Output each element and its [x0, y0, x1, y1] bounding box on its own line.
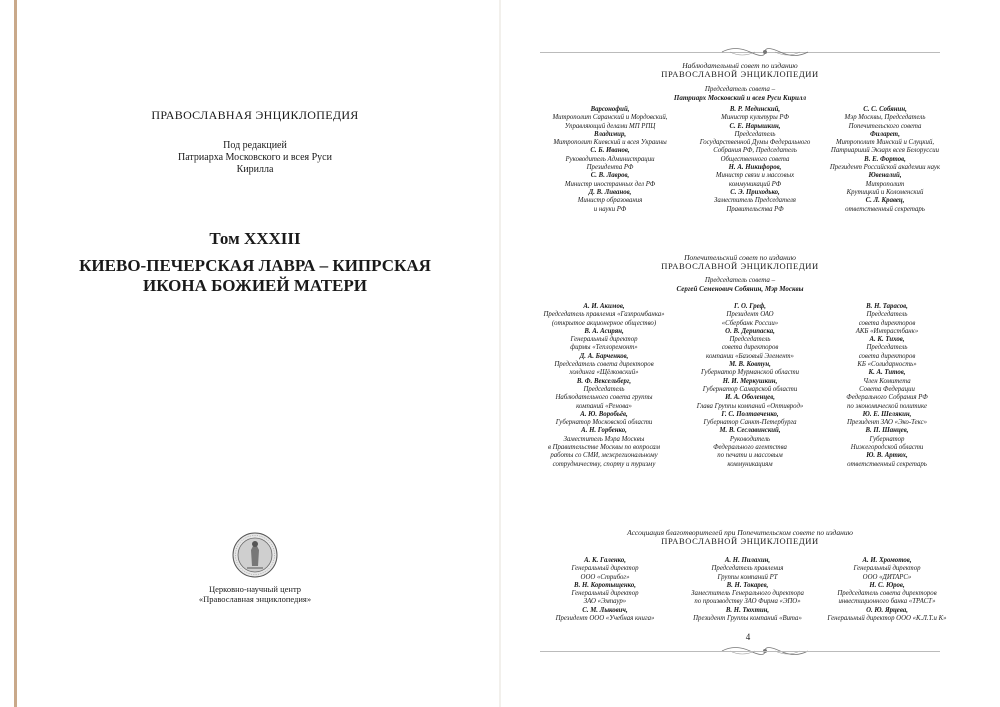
member-name: В. Ф. Вексельберг,: [576, 377, 632, 385]
member-role-line: ООО «ДИТАРС»: [862, 573, 912, 581]
member-role-line: Заместитель Мэра Москвы: [563, 435, 645, 443]
publisher-block: [130, 584, 380, 604]
member-name: В. Н. Токарев,: [726, 581, 769, 589]
member-role-line: совета директоров: [858, 352, 916, 360]
member-role-line: Группы компаний РТ: [717, 573, 778, 581]
member-name: С. С. Собянин,: [863, 106, 907, 113]
supervisory-chair-label: Председатель совета –: [704, 85, 776, 93]
member-name: В. Н. Коротыщенко,: [574, 581, 636, 589]
member-role-line: по экономической политике: [847, 402, 927, 410]
member-role-line: Председатель: [866, 344, 908, 352]
member-role-line: холдинга «Щёлковский»: [569, 369, 639, 377]
member-role-line: коммуникаций РФ: [728, 180, 782, 188]
member-role-line: инвестиционного банка «ТРАСТ»: [838, 598, 936, 606]
member-role-line: (открытое акционерное общество): [551, 319, 657, 327]
supervisory-chair-name: Патриарх Московский и всея Руси Кирилл: [673, 94, 807, 102]
member-role-line: Председатель: [729, 336, 771, 344]
association-heading-name: ПРАВОСЛАВНОЙ ЭНЦИКЛОПЕДИИ: [661, 536, 819, 546]
association-col-1: [535, 557, 675, 623]
member-name: О. В. Дерипаска,: [725, 327, 775, 335]
member-name: Ю. В. Артюх,: [866, 452, 908, 460]
member-role-line: Председатель правления: [711, 565, 784, 573]
member-role-line: Собрания РФ, Председатель: [713, 147, 797, 155]
association-col-3: [812, 557, 962, 623]
member-role-line: Председатель совета директоров: [837, 590, 937, 598]
member-role-line: Генеральный директор: [853, 565, 921, 573]
member-name: В. Р. Мединский,: [729, 106, 781, 113]
supervisory-heading-text: Наблюдательный совет по изданию: [682, 61, 798, 70]
editor-block: [130, 140, 380, 176]
supervisory-col-3: [810, 106, 960, 214]
member-role-line: Министр связи и массовых: [715, 172, 795, 180]
trustees-chair-label: Председатель совета –: [704, 276, 776, 284]
publisher-seal-icon: [232, 532, 278, 578]
trustees-col-1: [528, 303, 680, 469]
member-name: Ю. Е. Шелякин,: [862, 410, 912, 418]
member-role-line: ООО «Стрибог»: [580, 573, 630, 581]
member-name: А. И. Хромотов,: [862, 557, 912, 564]
member-role-line: КБ «Солидарность»: [857, 361, 917, 369]
title-line: ИКОНА БОЖИЕЙ МАТЕРИ: [143, 276, 367, 295]
member-name: А. К. Галенко,: [584, 557, 626, 564]
member-role-line: Патриарший Экзарх всея Белоруссии: [830, 147, 940, 155]
member-role-line: Наблюдательного совета группы: [555, 394, 653, 402]
member-name: С. М. Лыкович,: [582, 606, 628, 614]
member-name: Г. О. Греф,: [733, 303, 767, 310]
member-role-line: Председатель: [734, 130, 776, 138]
member-name: С. Л. Кравец,: [865, 197, 905, 205]
member-role-line: Президента РФ: [586, 164, 634, 172]
member-name: В. П. Шанцев,: [865, 427, 909, 435]
member-name: Д. В. Ливанов,: [588, 188, 632, 196]
member-name: В. А. Асирян,: [584, 327, 624, 335]
page-edge-stripe: [14, 0, 17, 707]
supervisory-heading-name: ПРАВОСЛАВНОЙ ЭНЦИКЛОПЕДИИ: [661, 69, 819, 79]
editor-line: Патриарха Московского и всея Руси: [178, 152, 332, 163]
member-name: Варсонофий,: [590, 106, 630, 113]
member-name: Г. С. Полтавченко,: [721, 410, 779, 418]
member-name: Н. И. Меркушкин,: [722, 377, 778, 385]
member-role-line: Общественного совета: [720, 155, 790, 163]
editor-line: Кирилла: [236, 164, 274, 175]
member-role-line: Президент ОАО: [726, 311, 774, 319]
member-name: Ювеналий,: [868, 172, 902, 180]
association-heading-text: Ассоциация благотворителей при Попечительском совете по изданию: [627, 528, 853, 537]
member-name: Д. А. Барченков,: [579, 352, 629, 360]
supervisory-col-1: [540, 106, 680, 214]
member-role-line: Генеральный директор: [571, 565, 639, 573]
member-role-line: Президент Российской академии наук: [829, 164, 941, 172]
supervisory-chair: [600, 85, 880, 103]
title-line: КИЕВО-ПЕЧЕРСКАЯ ЛАВРА – КИПРСКАЯ: [79, 256, 431, 275]
member-role-line: ЗАО «Эмпаур»: [583, 598, 627, 606]
member-role-line: по производству ЗАО Фирма «ЭПО»: [694, 598, 801, 606]
member-role-line: Председатель: [583, 385, 625, 393]
member-role-line: Глава Группы компаний «Оптиврод»: [696, 402, 804, 410]
page-number: 4: [745, 632, 751, 642]
trustees-heading-text: Попечительский совет по изданию: [684, 253, 796, 262]
member-role-line: Руководитель: [729, 435, 771, 443]
member-role-line: Губернатор: [869, 435, 905, 443]
member-name: С. Э. Приходько,: [730, 188, 780, 196]
member-name: О. Ю. Ярцева,: [866, 606, 908, 614]
member-role-line: Министр иностранных дел РФ: [564, 180, 656, 188]
member-name: С. Б. Иванов,: [590, 147, 630, 155]
member-role-line: совета директоров: [858, 319, 916, 327]
trustees-chair: [600, 276, 880, 294]
member-role-line: Совета Федерации: [859, 385, 915, 393]
member-role-line: Попечительского совета: [848, 122, 922, 130]
member-name: А. Н. Горбенко,: [581, 427, 627, 435]
member-name: В. Н. Тюхтин,: [725, 606, 770, 614]
member-name: А. К. Тихов,: [869, 336, 905, 344]
member-role-line: Губернатор Санкт-Петербурга: [703, 419, 797, 427]
editor-line: Под редакцией: [223, 140, 287, 151]
member-role-line: Митрополит: [865, 180, 905, 188]
publisher-line: «Православная энциклопедия»: [198, 594, 312, 604]
member-role-line: фирмы «Теплоремонт»: [570, 344, 638, 352]
member-role-line: ответственный секретарь: [847, 460, 927, 468]
member-role-line: Президент ЗАО «Эко-Текс»: [847, 419, 927, 427]
member-name: В. Н. Тарасов,: [866, 303, 908, 310]
member-role-line: Мэр Москвы, Председатель: [844, 114, 926, 122]
member-name: Филарет,: [870, 130, 900, 138]
member-role-line: Генеральный директор ООО «К.Л.Т.и К»: [827, 615, 947, 623]
trustees-heading: [570, 253, 910, 271]
member-role-line: Министр образования: [577, 197, 643, 205]
volume-title: [40, 256, 470, 296]
book-fold: [499, 0, 501, 707]
member-name: А. Н. Пилахин,: [724, 557, 771, 564]
trustees-chair-name: Сергей Семенович Собянин, Мэр Москвы: [676, 285, 804, 293]
member-role-line: Губернатор Самарской области: [702, 385, 798, 393]
supervisory-col-2: [685, 106, 825, 214]
member-name: М. В. Сеславинский,: [719, 427, 781, 435]
member-role-line: Член Комитета: [863, 377, 911, 385]
member-role-line: Председатель правления «Газпромбанка»: [543, 311, 665, 319]
member-role-line: Митрополит Саранский и Мордовский,: [552, 114, 668, 122]
member-role-line: Губернатор Мурманской области: [700, 369, 800, 377]
bottom-rule: [540, 651, 940, 652]
member-role-line: Митрополит Киевский и всея Украины: [553, 139, 667, 147]
member-role-line: Крутицкий и Коломенский: [846, 188, 924, 196]
member-name: Владимир,: [593, 130, 627, 138]
member-name: В. Е. Фортов,: [864, 155, 906, 163]
member-name: М. В. Ковтун,: [729, 361, 771, 369]
member-role-line: Государственной Думы Федерального: [699, 139, 811, 147]
association-heading: [555, 528, 925, 546]
trustees-col-2: [680, 303, 820, 469]
member-role-line: Министр культуры РФ: [721, 114, 789, 122]
member-role-line: Правительства РФ: [726, 205, 784, 213]
member-role-line: АКБ «Интрастбанк»: [855, 327, 919, 335]
supervisory-heading: [560, 61, 920, 79]
member-role-line: Президент ООО «Учебная книга»: [555, 615, 655, 623]
member-role-line: совета директоров: [721, 344, 779, 352]
member-role-line: Заместитель Генерального директора: [691, 590, 804, 598]
member-name: С. В. Лавров,: [590, 172, 630, 180]
member-role-line: «Сбербанк России»: [721, 319, 779, 327]
member-role-line: компаний «Ренова»: [576, 402, 632, 410]
member-name: С. Е. Нарышкин,: [729, 122, 781, 130]
trustees-heading-name: ПРАВОСЛАВНОЙ ЭНЦИКЛОПЕДИИ: [661, 261, 819, 271]
member-role-line: Губернатор Московской области: [555, 419, 653, 427]
member-name: И. А. Оболенцев,: [725, 394, 775, 402]
member-role-line: компании «Базовый Элемент»: [706, 352, 794, 360]
volume-number: Том XXXIII: [209, 229, 301, 248]
member-role-line: Председатель: [866, 311, 908, 319]
member-role-line: Нижегородской области: [850, 444, 924, 452]
member-role-line: Федерального Собрания РФ: [846, 394, 928, 402]
trustees-col-3: [812, 303, 962, 469]
member-name: А. И. Акимов,: [583, 303, 625, 310]
member-role-line: Президент Группы компаний «Вита»: [693, 615, 802, 623]
member-name: Н. С. Юров,: [869, 581, 905, 589]
member-name: А. Ю. Воробьёв,: [580, 410, 628, 418]
member-role-line: работы со СМИ, межрегиональному: [550, 452, 658, 460]
series-title: ПРАВОСЛАВНАЯ ЭНЦИКЛОПЕДИЯ: [151, 108, 359, 122]
member-role-line: ответственный секретарь: [845, 205, 925, 213]
member-role-line: Управляющий делами МП РПЦ: [564, 122, 656, 130]
member-role-line: Заместитель Председателя: [714, 197, 796, 205]
publisher-line: Церковно-научный центр: [208, 584, 302, 594]
association-col-2: [675, 557, 820, 623]
member-role-line: Генеральный директор: [570, 336, 638, 344]
member-role-line: Генеральный директор: [571, 590, 639, 598]
member-role-line: Федерального агентства: [713, 444, 787, 452]
member-role-line: и науки РФ: [593, 205, 627, 213]
member-role-line: Руководитель Администрации: [565, 155, 655, 163]
member-name: Н. А. Никифоров,: [728, 164, 782, 172]
member-role-line: Митрополит Минский и Слуцкий,: [835, 139, 935, 147]
member-role-line: в Правительстве Москвы по вопросам: [547, 444, 661, 452]
ornament-top-icon: [720, 45, 810, 59]
member-role-line: коммуникациям: [727, 460, 773, 468]
member-role-line: по печати и массовым: [717, 452, 783, 460]
member-name: К. А. Титов,: [868, 369, 906, 377]
member-role-line: сотрудничеству, спорту и туризму: [552, 460, 656, 468]
member-role-line: Председатель совета директоров: [554, 361, 654, 369]
